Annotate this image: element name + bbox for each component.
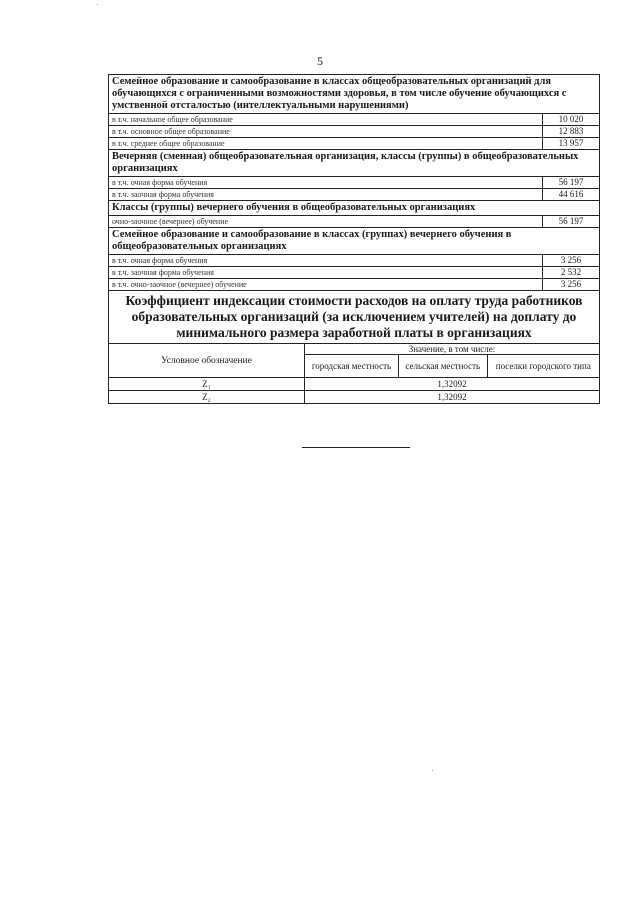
table-row [108,176,600,188]
coefficient-symbol: Z₁ [109,378,305,391]
scan-speck [432,770,433,771]
table-row [108,113,600,125]
closing-rule [302,447,410,448]
coefficient-table [108,343,600,404]
table-row [108,215,600,227]
row-value: 56 197 [558,177,584,187]
section-heading: Классы (группы) вечернего обучения в общеобразовательных организациях [108,200,600,215]
section-heading: Семейное образование и самообразование в классах (группах) вечернего обучения в общеобразовательных организациях [108,227,600,254]
row-label: очно-заочное (вечернее) обучение [109,216,543,227]
section-heading: Вечерняя (сменная) общеобразовательная организация, классы (группы) в общеобразовательных организациях [108,149,600,176]
table-row [108,137,600,149]
scan-speck [97,4,98,5]
row-value: 44 616 [558,189,584,199]
row-label: в т.ч. основное общее образование [109,126,543,137]
row-value: 3 256 [560,255,582,265]
row-label: в т.ч. очная форма обучения [109,177,543,188]
table-row [108,278,600,290]
coefficient-symbol: Z₂ [109,391,305,404]
section-heading: Семейное образование и самообразование в классах общеобразовательных организаций для обучающихся с ограниченными возможностями здоровья, в том числе обучение обучающихся с умственной отсталостью (интеллектуальными нарушениями) [108,74,600,113]
row-label: в т.ч. заочная форма обучения [109,267,543,278]
row-value: 3 256 [560,279,582,289]
table-row [108,266,600,278]
symbol-column-header: Условное обозначение [109,344,305,378]
coefficient-value: 1,32092 [305,378,600,391]
table-row [108,125,600,137]
row-value: 10 020 [558,114,584,124]
row-label: в т.ч. заочная форма обучения [109,189,543,200]
row-label: в т.ч. очно-заочное (вечернее) обучение [109,279,543,290]
subheader-settlement: поселки городского типа [487,355,599,378]
subheader-rural: сельская местность [398,355,487,378]
row-label: в т.ч. среднее общее образование [109,138,543,149]
table-row [108,254,600,266]
table-row [109,391,600,404]
table-row [108,188,600,200]
table-row [109,378,600,391]
row-label: в т.ч. очная форма обучения [109,255,543,266]
row-label: в т.ч. начальное общее образование [109,114,543,125]
coefficient-value: 1,32092 [305,391,600,404]
page-number: 5 [317,54,323,68]
coefficient-title: Коэффициент индексации стоимости расходов на оплату труда работников образовательных организаций (за исключением учителей) на доплату до минимального размера заработной платы в организациях [108,290,600,343]
row-value: 56 197 [558,216,584,226]
row-value: 2 532 [560,267,582,277]
subheader-urban: городская местность [305,355,399,378]
row-value: 13 957 [558,138,584,148]
value-header: Значение, в том числе: [305,344,600,355]
data-sheet [108,74,600,404]
row-value: 12 883 [558,126,584,136]
